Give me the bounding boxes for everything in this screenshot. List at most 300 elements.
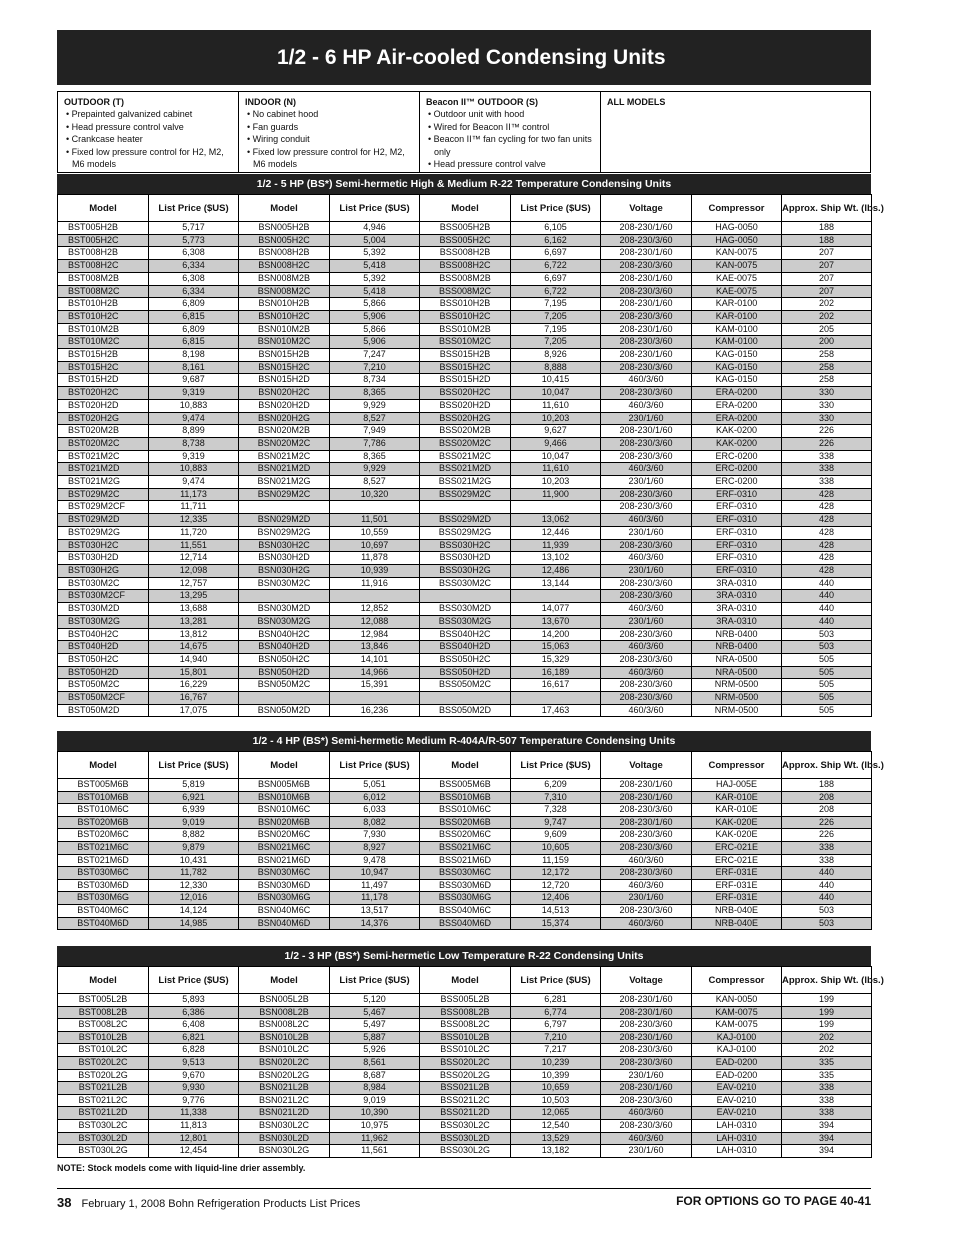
table-cell: BSN030M6D — [239, 879, 330, 892]
table-row — [58, 285, 872, 298]
table-cell: 12,757 — [149, 577, 239, 590]
table-cell: BSS008H2C — [420, 260, 511, 273]
table-cell: BSN015H2B — [239, 349, 330, 362]
table-cell: EAV-0210 — [692, 1082, 782, 1095]
table-row — [58, 1145, 872, 1158]
table-cell: 13,670 — [511, 615, 601, 628]
table-cell: 16,617 — [511, 679, 601, 692]
table-cell: 226 — [782, 829, 872, 842]
table-cell: 7,328 — [511, 804, 601, 817]
column-header: List Price ($US) — [330, 967, 420, 994]
table-cell: 208-230/1/60 — [601, 247, 692, 260]
table-row — [58, 628, 872, 641]
table-cell: KAE-0075 — [692, 285, 782, 298]
table-cell: 8,899 — [149, 425, 239, 438]
table-cell: KAM-0100 — [692, 323, 782, 336]
table-cell: BSS030L2C — [420, 1119, 511, 1132]
options-link-text: FOR OPTIONS GO TO PAGE 40-41 — [676, 1194, 871, 1208]
table-cell: 8,926 — [511, 349, 601, 362]
table-cell: 9,478 — [330, 854, 420, 867]
table-cell: 14,675 — [149, 641, 239, 654]
table-row — [58, 917, 872, 930]
table-cell: 460/3/60 — [601, 1107, 692, 1120]
table-row — [58, 564, 872, 577]
table-cell: 12,446 — [511, 526, 601, 539]
table-cell: BST050M2C — [58, 679, 149, 692]
table-cell: 230/1/60 — [601, 1069, 692, 1082]
column-header: Model — [58, 752, 149, 779]
table-cell: BST015H2D — [58, 374, 149, 387]
table-cell: 8,738 — [149, 437, 239, 450]
table-cell: BSN015H2D — [239, 374, 330, 387]
column-header: Compressor — [692, 967, 782, 994]
table-cell: 10,399 — [511, 1069, 601, 1082]
section-title-medium-r404a: 1/2 - 4 HP (BS*) Semi-hermetic Medium R-404A/R-507 Temperature Condensing Units — [57, 731, 871, 751]
table-cell: 394 — [782, 1132, 872, 1145]
table-cell: 258 — [782, 361, 872, 374]
table-cell: 8,365 — [330, 387, 420, 400]
table-cell: BSN010L2C — [239, 1044, 330, 1057]
table-cell: 9,879 — [149, 841, 239, 854]
table-cell: BSS015H2D — [420, 374, 511, 387]
table-cell: NRB-0400 — [692, 628, 782, 641]
feature-item: • Wiring conduit — [247, 134, 310, 145]
table-cell: 7,205 — [511, 336, 601, 349]
table-cell: 11,878 — [330, 552, 420, 565]
table-cell: BST020H2D — [58, 399, 149, 412]
table-cell: BST029M2C — [58, 488, 149, 501]
table-cell: 428 — [782, 564, 872, 577]
page-number: 38 — [57, 1195, 72, 1210]
table-cell: BSN005H2C — [239, 234, 330, 247]
table-cell: 3RA-0310 — [692, 577, 782, 590]
table-cell: BSN020H2C — [239, 387, 330, 400]
table-cell: 13,295 — [149, 590, 239, 603]
table-cell — [239, 590, 330, 603]
table-cell: BST030M2G — [58, 615, 149, 628]
table-cell: BSS020M6B — [420, 816, 511, 829]
table-cell: 8,882 — [149, 829, 239, 842]
table-cell: 460/3/60 — [601, 603, 692, 616]
table-cell: BSN008M2C — [239, 285, 330, 298]
table-cell: 338 — [782, 1082, 872, 1095]
table-cell: 208-230/3/60 — [601, 829, 692, 842]
feature-item: • Outdoor unit with hood — [428, 109, 525, 120]
table-row — [58, 539, 872, 552]
table-cell: BSN030M6C — [239, 867, 330, 880]
table-cell: HAG-0050 — [692, 222, 782, 235]
table-cell: EAD-0200 — [692, 1056, 782, 1069]
table-cell: 9,474 — [149, 412, 239, 425]
table-cell: 6,033 — [330, 804, 420, 817]
table-cell: BSS015H2B — [420, 349, 511, 362]
column-header: List Price ($US) — [149, 752, 239, 779]
table-cell: BSN020M6B — [239, 816, 330, 829]
table-cell: 9,687 — [149, 374, 239, 387]
table-cell: 230/1/60 — [601, 476, 692, 489]
table-cell: BSN005H2B — [239, 222, 330, 235]
table-cell: 6,105 — [511, 222, 601, 235]
column-header: Model — [239, 195, 330, 222]
table-cell: 12,335 — [149, 514, 239, 527]
table-cell: 10,203 — [511, 412, 601, 425]
table-cell: 12,540 — [511, 1119, 601, 1132]
table-cell: BSS005H2B — [420, 222, 511, 235]
table-cell: BST030L2D — [58, 1132, 149, 1145]
table-row — [58, 653, 872, 666]
table-cell: BSN050M2C — [239, 679, 330, 692]
table-cell: BST030M2C — [58, 577, 149, 590]
table-cell: BSS021M2C — [420, 450, 511, 463]
table-cell: 440 — [782, 615, 872, 628]
table-cell: ERA-0200 — [692, 399, 782, 412]
table-cell: 6,939 — [149, 804, 239, 817]
feature-item: • Prepainted galvanized cabinet — [66, 109, 193, 120]
table-cell: BSN020M6C — [239, 829, 330, 842]
table-cell: BSN005L2B — [239, 994, 330, 1007]
feature-col-indoor — [239, 92, 420, 172]
table-cell: 208-230/3/60 — [601, 539, 692, 552]
table-cell: BST008M2C — [58, 285, 149, 298]
table-cell: 230/1/60 — [601, 564, 692, 577]
table-cell: ERC-0200 — [692, 476, 782, 489]
table-cell: 6,722 — [511, 285, 601, 298]
table-cell: 428 — [782, 514, 872, 527]
table-cell: BST029M2G — [58, 526, 149, 539]
table-cell: 10,047 — [511, 387, 601, 400]
table-cell: 207 — [782, 285, 872, 298]
column-header: Approx. Ship Wt. (lbs.) — [782, 967, 872, 994]
table-cell: 208-230/3/60 — [601, 904, 692, 917]
table-cell: 11,962 — [330, 1132, 420, 1145]
table-cell: BST029M2CF — [58, 501, 149, 514]
table-cell: 14,376 — [330, 917, 420, 930]
table-cell: 16,189 — [511, 666, 601, 679]
table-cell: 15,329 — [511, 653, 601, 666]
column-header: List Price ($US) — [511, 195, 601, 222]
table-cell: 7,949 — [330, 425, 420, 438]
column-header: Voltage — [601, 967, 692, 994]
table-cell: 6,774 — [511, 1006, 601, 1019]
table-row — [58, 476, 872, 489]
table-cell: BSN010L2B — [239, 1031, 330, 1044]
table-cell: 208-230/3/60 — [601, 1019, 692, 1032]
table-cell: 6,921 — [149, 791, 239, 804]
table-row — [58, 1082, 872, 1095]
table-cell: BSS020H2D — [420, 399, 511, 412]
table-cell: 440 — [782, 603, 872, 616]
table-cell: NRA-0500 — [692, 666, 782, 679]
table-cell: 6,815 — [149, 336, 239, 349]
table-cell: 6,408 — [149, 1019, 239, 1032]
table-cell: ERF-0310 — [692, 552, 782, 565]
table-cell: BSS010L2C — [420, 1044, 511, 1057]
table-cell: 428 — [782, 488, 872, 501]
table-cell: 8,561 — [330, 1056, 420, 1069]
table-cell: BST010L2B — [58, 1031, 149, 1044]
table-row — [58, 692, 872, 705]
table-cell: 11,561 — [330, 1145, 420, 1158]
table-cell: BSN020M2B — [239, 425, 330, 438]
table-cell: 505 — [782, 666, 872, 679]
table-cell: 12,714 — [149, 552, 239, 565]
table-header-row — [58, 752, 872, 779]
table-cell: BST020H2G — [58, 412, 149, 425]
table-cell: 7,210 — [330, 361, 420, 374]
table-cell: 9,609 — [511, 829, 601, 842]
table-cell: 16,229 — [149, 679, 239, 692]
table-cell: 8,161 — [149, 361, 239, 374]
table-cell: 230/1/60 — [601, 892, 692, 905]
table-row — [58, 779, 872, 792]
table-cell: 208-230/1/60 — [601, 779, 692, 792]
table-cell: ERC-0200 — [692, 450, 782, 463]
table-cell: 208-230/1/60 — [601, 222, 692, 235]
table-cell: BSS030M6G — [420, 892, 511, 905]
table-cell: 15,374 — [511, 917, 601, 930]
table-cell: KAG-0150 — [692, 349, 782, 362]
table-cell: 5,926 — [330, 1044, 420, 1057]
column-header: Model — [420, 195, 511, 222]
table-cell: BST050M2D — [58, 704, 149, 717]
table-cell: 200 — [782, 336, 872, 349]
table-cell: 330 — [782, 399, 872, 412]
table-cell: 207 — [782, 247, 872, 260]
table-cell: 12,088 — [330, 615, 420, 628]
table-cell: BST021M2G — [58, 476, 149, 489]
table-cell: 503 — [782, 628, 872, 641]
table-cell: BSS005H2C — [420, 234, 511, 247]
table-cell: ERF-031E — [692, 867, 782, 880]
table-cell: 12,172 — [511, 867, 601, 880]
table-cell: BSN050H2C — [239, 653, 330, 666]
table-cell: KAK-0200 — [692, 425, 782, 438]
table-cell: KAJ-0100 — [692, 1044, 782, 1057]
table-cell: BSN021M2G — [239, 476, 330, 489]
table-row — [58, 1056, 872, 1069]
table-row — [58, 310, 872, 323]
table-cell: 6,697 — [511, 247, 601, 260]
table-cell: 10,939 — [330, 564, 420, 577]
table-cell: 12,454 — [149, 1145, 239, 1158]
table-cell: 9,466 — [511, 437, 601, 450]
feature-head: Beacon II™ OUTDOOR (S) — [426, 97, 539, 107]
table-cell: 428 — [782, 552, 872, 565]
table-cell: 208-230/3/60 — [601, 653, 692, 666]
table-cell: 208-230/3/60 — [601, 285, 692, 298]
table-cell: KAG-0150 — [692, 361, 782, 374]
table-cell: ERF-0310 — [692, 526, 782, 539]
column-header: List Price ($US) — [149, 195, 239, 222]
table-cell: 14,200 — [511, 628, 601, 641]
table-cell: KAM-0100 — [692, 336, 782, 349]
table-cell: 7,205 — [511, 310, 601, 323]
table-cell: BSS040M6D — [420, 917, 511, 930]
table-cell: 3RA-0310 — [692, 603, 782, 616]
table-cell: BSS021L2B — [420, 1082, 511, 1095]
table-cell: KAJ-0100 — [692, 1031, 782, 1044]
table-cell: KAG-0150 — [692, 374, 782, 387]
table-row — [58, 552, 872, 565]
table-cell: BST030L2C — [58, 1119, 149, 1132]
table-cell: 505 — [782, 704, 872, 717]
table-cell: 208-230/3/60 — [601, 234, 692, 247]
stock-note: NOTE: Stock models come with liquid-line drier assembly. — [57, 1163, 306, 1173]
column-header: List Price ($US) — [330, 752, 420, 779]
table-cell: 8,527 — [330, 476, 420, 489]
table-cell: 230/1/60 — [601, 412, 692, 425]
table-cell: KAR-0100 — [692, 298, 782, 311]
table-cell: BST010M6B — [58, 791, 149, 804]
features-box — [57, 91, 871, 173]
table-cell: BSS030H2G — [420, 564, 511, 577]
table-row — [58, 349, 872, 362]
table-cell: BST005H2B — [58, 222, 149, 235]
table-row — [58, 1132, 872, 1145]
table-cell: 13,281 — [149, 615, 239, 628]
table-cell: 9,474 — [149, 476, 239, 489]
table-low-r22 — [57, 966, 884, 1158]
table-cell: 14,966 — [330, 666, 420, 679]
table-header-row — [58, 967, 872, 994]
table-cell: 6,012 — [330, 791, 420, 804]
table-cell: BSN010M6B — [239, 791, 330, 804]
table-cell: BSS050M2D — [420, 704, 511, 717]
table-cell — [420, 590, 511, 603]
feature-col-all-models — [601, 92, 870, 172]
table-row — [58, 1119, 872, 1132]
table-cell: 208-230/3/60 — [601, 867, 692, 880]
table-cell: BSS015H2C — [420, 361, 511, 374]
feature-item: • Fixed low pressure control for H2, M2, M6 models — [66, 146, 224, 170]
table-cell: EAD-0200 — [692, 1069, 782, 1082]
feature-head: OUTDOOR (T) — [64, 97, 124, 107]
table-cell: 460/3/60 — [601, 463, 692, 476]
table-cell: 10,975 — [330, 1119, 420, 1132]
table-cell: BSN021M6C — [239, 841, 330, 854]
footer-left — [57, 1195, 360, 1210]
table-cell: 208-230/1/60 — [601, 349, 692, 362]
table-cell: EAV-0210 — [692, 1094, 782, 1107]
table-cell: BSS020M2B — [420, 425, 511, 438]
table-cell: BSN020H2D — [239, 399, 330, 412]
column-header: Approx. Ship Wt. (lbs.) — [782, 752, 872, 779]
table-cell: NRB-040E — [692, 917, 782, 930]
table-cell: BSS021L2C — [420, 1094, 511, 1107]
table-row — [58, 603, 872, 616]
table-cell: 428 — [782, 501, 872, 514]
table-cell: BST010L2C — [58, 1044, 149, 1057]
table-cell: BST040H2C — [58, 628, 149, 641]
table-row — [58, 1069, 872, 1082]
table-cell: ERF-031E — [692, 879, 782, 892]
table-cell: BST015H2C — [58, 361, 149, 374]
table-cell: 460/3/60 — [601, 879, 692, 892]
table-row — [58, 994, 872, 1007]
table-cell: 202 — [782, 310, 872, 323]
table-cell: 11,159 — [511, 854, 601, 867]
column-header: Compressor — [692, 752, 782, 779]
table-cell: 10,239 — [511, 1056, 601, 1069]
table-cell: 13,529 — [511, 1132, 601, 1145]
table-cell: BST030H2D — [58, 552, 149, 565]
table-cell: BST030H2C — [58, 539, 149, 552]
table-cell: KAR-0100 — [692, 310, 782, 323]
table-cell: 13,846 — [330, 641, 420, 654]
table-row — [58, 1094, 872, 1107]
table-cell: 208-230/3/60 — [601, 1044, 692, 1057]
table-row — [58, 841, 872, 854]
table-cell: BST020M6C — [58, 829, 149, 842]
table-cell: 9,513 — [149, 1056, 239, 1069]
table-cell: 10,559 — [330, 526, 420, 539]
table-cell: BSS010L2B — [420, 1031, 511, 1044]
page-title: 1/2 - 6 HP Air-cooled Condensing Units — [57, 30, 871, 85]
table-row — [58, 904, 872, 917]
table-cell: BSS030H2D — [420, 552, 511, 565]
table-row — [58, 260, 872, 273]
table-cell: 10,659 — [511, 1082, 601, 1095]
table-cell: 7,930 — [330, 829, 420, 842]
table-cell: BST021M2D — [58, 463, 149, 476]
table-cell: 5,004 — [330, 234, 420, 247]
table-cell: 10,415 — [511, 374, 601, 387]
table-row — [58, 412, 872, 425]
table-cell: BSS040M6C — [420, 904, 511, 917]
table-cell: 11,782 — [149, 867, 239, 880]
table-cell: 208-230/1/60 — [601, 1082, 692, 1095]
table-row — [58, 679, 872, 692]
table-cell: 8,734 — [330, 374, 420, 387]
table-cell: 503 — [782, 641, 872, 654]
table-cell: BSN050H2D — [239, 666, 330, 679]
table-cell: BSN040M6C — [239, 904, 330, 917]
table-cell: BSN020M2C — [239, 437, 330, 450]
table-cell: 11,610 — [511, 463, 601, 476]
table-cell: ERF-031E — [692, 892, 782, 905]
table-row — [58, 272, 872, 285]
table-cell: 8,984 — [330, 1082, 420, 1095]
table-cell: BSS029M2G — [420, 526, 511, 539]
table-cell — [330, 692, 420, 705]
table-cell: 5,051 — [330, 779, 420, 792]
table-cell: 208-230/3/60 — [601, 1119, 692, 1132]
table-cell: 5,866 — [330, 323, 420, 336]
table-cell: NRM-0500 — [692, 679, 782, 692]
table-cell: 9,019 — [149, 816, 239, 829]
table-cell: BST010M2C — [58, 336, 149, 349]
table-row — [58, 892, 872, 905]
table-cell: BSN030H2C — [239, 539, 330, 552]
table-cell: 505 — [782, 679, 872, 692]
table-cell: BSN005M6B — [239, 779, 330, 792]
column-header: Model — [239, 967, 330, 994]
table-cell: 208-230/3/60 — [601, 488, 692, 501]
table-cell: BSN030L2G — [239, 1145, 330, 1158]
table-cell: 9,670 — [149, 1069, 239, 1082]
table-cell: KAK-020E — [692, 829, 782, 842]
table-cell: 5,418 — [330, 260, 420, 273]
table-cell: 208-230/1/60 — [601, 791, 692, 804]
feature-item: • No cabinet hood — [247, 109, 319, 120]
table-cell: ERF-0310 — [692, 514, 782, 527]
table-cell: BSN030H2G — [239, 564, 330, 577]
table-cell: BSN008L2B — [239, 1006, 330, 1019]
table-cell: 208-230/3/60 — [601, 1094, 692, 1107]
table-row — [58, 666, 872, 679]
table-cell: 428 — [782, 526, 872, 539]
table-cell: BSS010M6C — [420, 804, 511, 817]
